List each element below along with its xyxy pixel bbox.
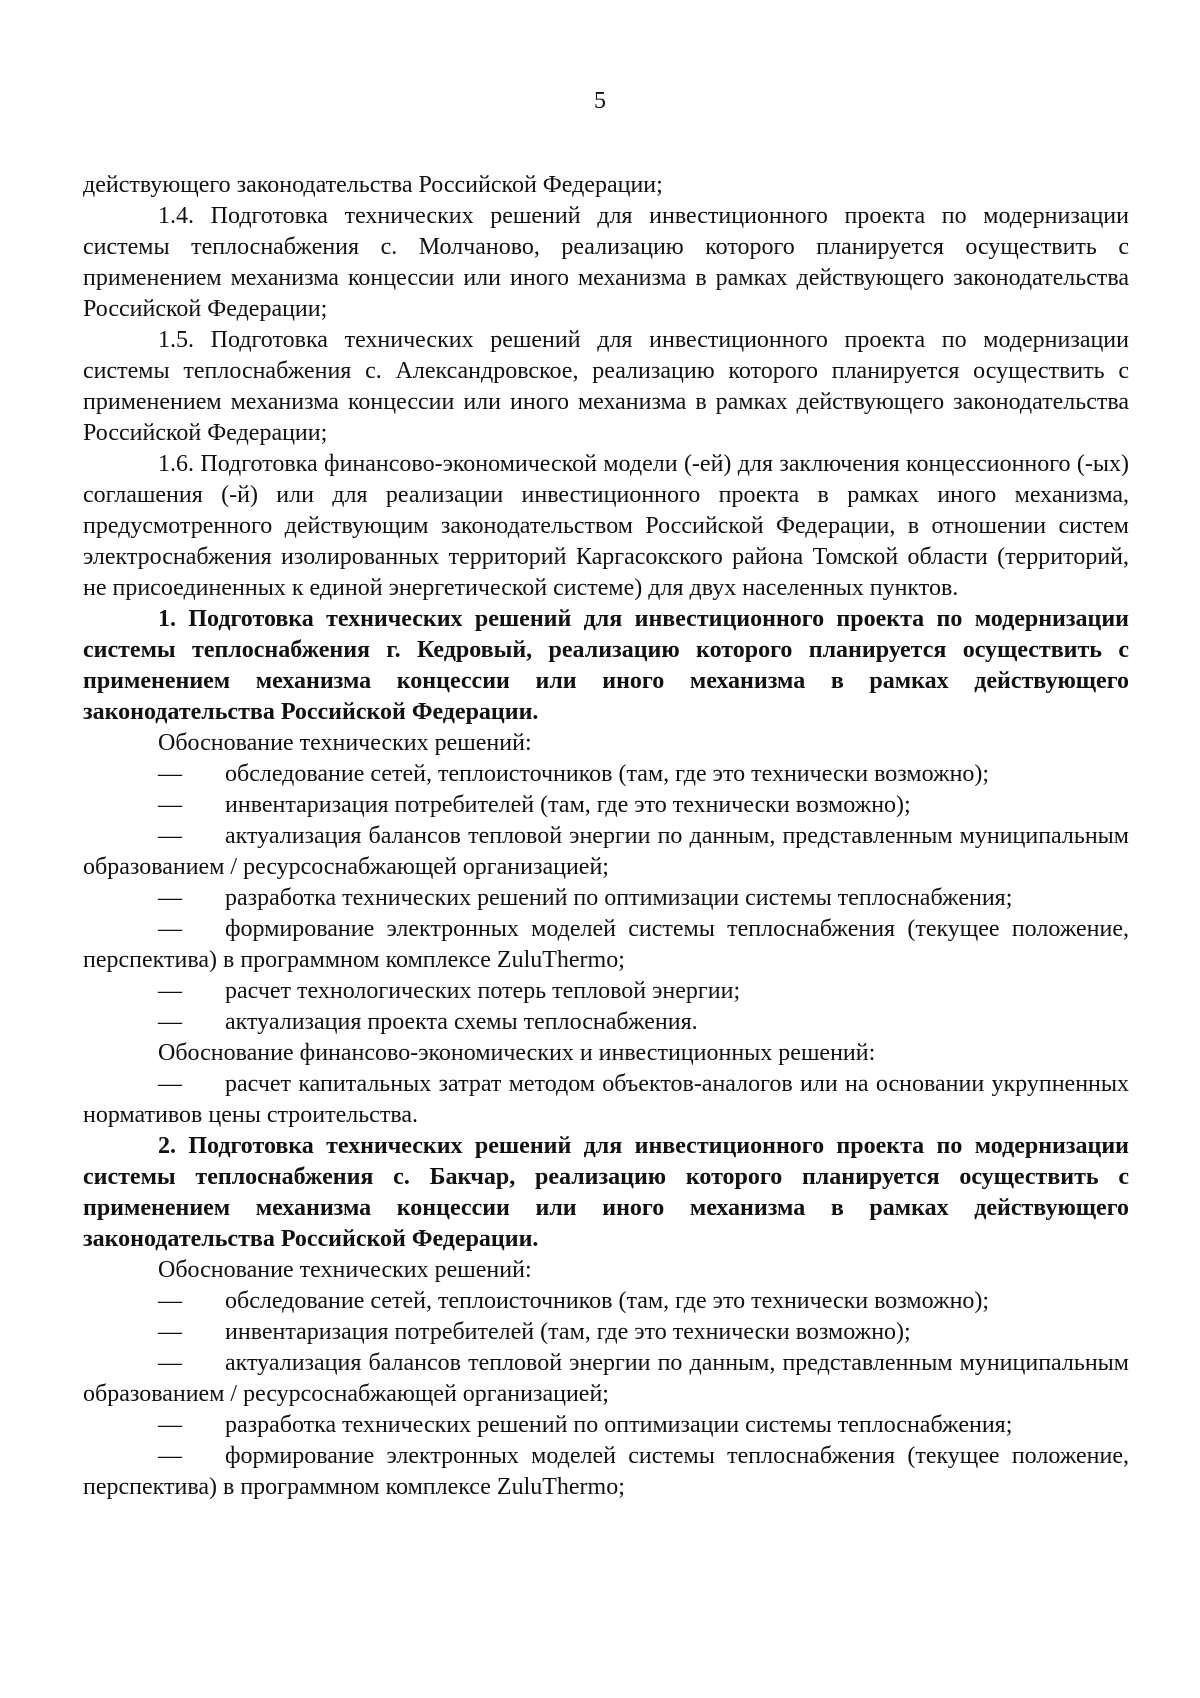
dash-marker: —: [158, 761, 182, 787]
item-1-4: 1.4. Подготовка технических решений для инвестиционного проекта по модернизации системы теплоснабжения с. Молчаново, реализацию которого планируется осуществить с применением механизма концессии или иного механизма в рамках действующего законодательства Российской Федерации;: [83, 203, 1129, 322]
dash-marker: —: [158, 916, 182, 942]
dash-marker: —: [158, 1319, 182, 1345]
list-item: — разработка технических решений по оптимизации системы теплоснабжения;: [83, 1410, 1129, 1441]
section-heading-1: 1. Подготовка технических решений для инвестиционного проекта по модернизации системы теплоснабжения г. Кедровый, реализацию которого планируется осуществить с применением механизма концессии или иного механизма в рамках действующего законодательства Российской Федерации.: [83, 606, 1129, 725]
section-heading-2: 2. Подготовка технических решений для инвестиционного проекта по модернизации системы теплоснабжения с. Бакчар, реализацию которого планируется осуществить с применением механизма концессии или иного механизма в рамках действующего законодательства Российской Федерации.: [83, 1133, 1129, 1252]
list-item: — обследование сетей, теплоисточников (там, где это технически возможно);: [83, 759, 1129, 790]
document-body: [83, 170, 1129, 1503]
dash-marker: —: [158, 823, 182, 849]
dash-marker: —: [158, 1071, 182, 1097]
paragraph-continuation: действующего законодательства Российской Федерации;: [83, 172, 663, 198]
list-item: — инвентаризация потребителей (там, где это технически возможно);: [83, 790, 1129, 821]
list-item: — формирование электронных моделей системы теплоснабжения (текущее положение, перспектива) в программном комплексе ZuluThermo;: [83, 916, 1129, 973]
dash-marker: —: [158, 792, 182, 818]
dash-marker: —: [158, 1350, 182, 1376]
list-item: — актуализация балансов тепловой энергии по данным, представленным муниципальным образованием / ресурсоснабжающей организацией;: [83, 1350, 1129, 1407]
subheading-technical: Обоснование технических решений:: [158, 730, 532, 756]
item-1-5: 1.5. Подготовка технических решений для инвестиционного проекта по модернизации системы теплоснабжения с. Александровское, реализацию которого планируется осуществить с применением механизма концессии или иного механизма в рамках действующего законодательства Российской Федерации;: [83, 327, 1129, 446]
list-item: — обследование сетей, теплоисточников (там, где это технически возможно);: [83, 1286, 1129, 1317]
subheading-financial: Обоснование финансово-экономических и инвестиционных решений:: [158, 1040, 876, 1066]
subheading-technical: Обоснование технических решений:: [158, 1257, 532, 1283]
dash-marker: —: [158, 1288, 182, 1314]
dash-marker: —: [158, 885, 182, 911]
list-item: — расчет капитальных затрат методом объектов-аналогов или на основании укрупненных нормативов цены строительства.: [83, 1071, 1129, 1128]
page-number: 5: [594, 88, 606, 114]
dash-marker: —: [158, 1009, 182, 1035]
list-item: — актуализация проекта схемы теплоснабжения.: [83, 1007, 1129, 1038]
dash-marker: —: [158, 1443, 182, 1469]
list-item: — расчет технологических потерь тепловой энергии;: [83, 976, 1129, 1007]
dash-marker: —: [158, 1412, 182, 1438]
list-item: — актуализация балансов тепловой энергии по данным, представленным муниципальным образованием / ресурсоснабжающей организацией;: [83, 823, 1129, 880]
list-item: — формирование электронных моделей системы теплоснабжения (текущее положение, перспектива) в программном комплексе ZuluThermo;: [83, 1443, 1129, 1500]
list-item: — разработка технических решений по оптимизации системы теплоснабжения;: [83, 883, 1129, 914]
item-1-6: 1.6. Подготовка финансово-экономической модели (-ей) для заключения концессионного (-ых) соглашения (-й) или для реализации инвестиционного проекта в рамках иного механизма, предусмотренного действующим законодательством Российской Федерации, в отношении систем электроснабжения изолированных территорий Каргасокского района Томской области (территорий, не присоединенных к единой энергетической системе) для двух населенных пунктов.: [83, 451, 1129, 601]
dash-marker: —: [158, 978, 182, 1004]
list-item: — инвентаризация потребителей (там, где это технически возможно);: [83, 1317, 1129, 1348]
